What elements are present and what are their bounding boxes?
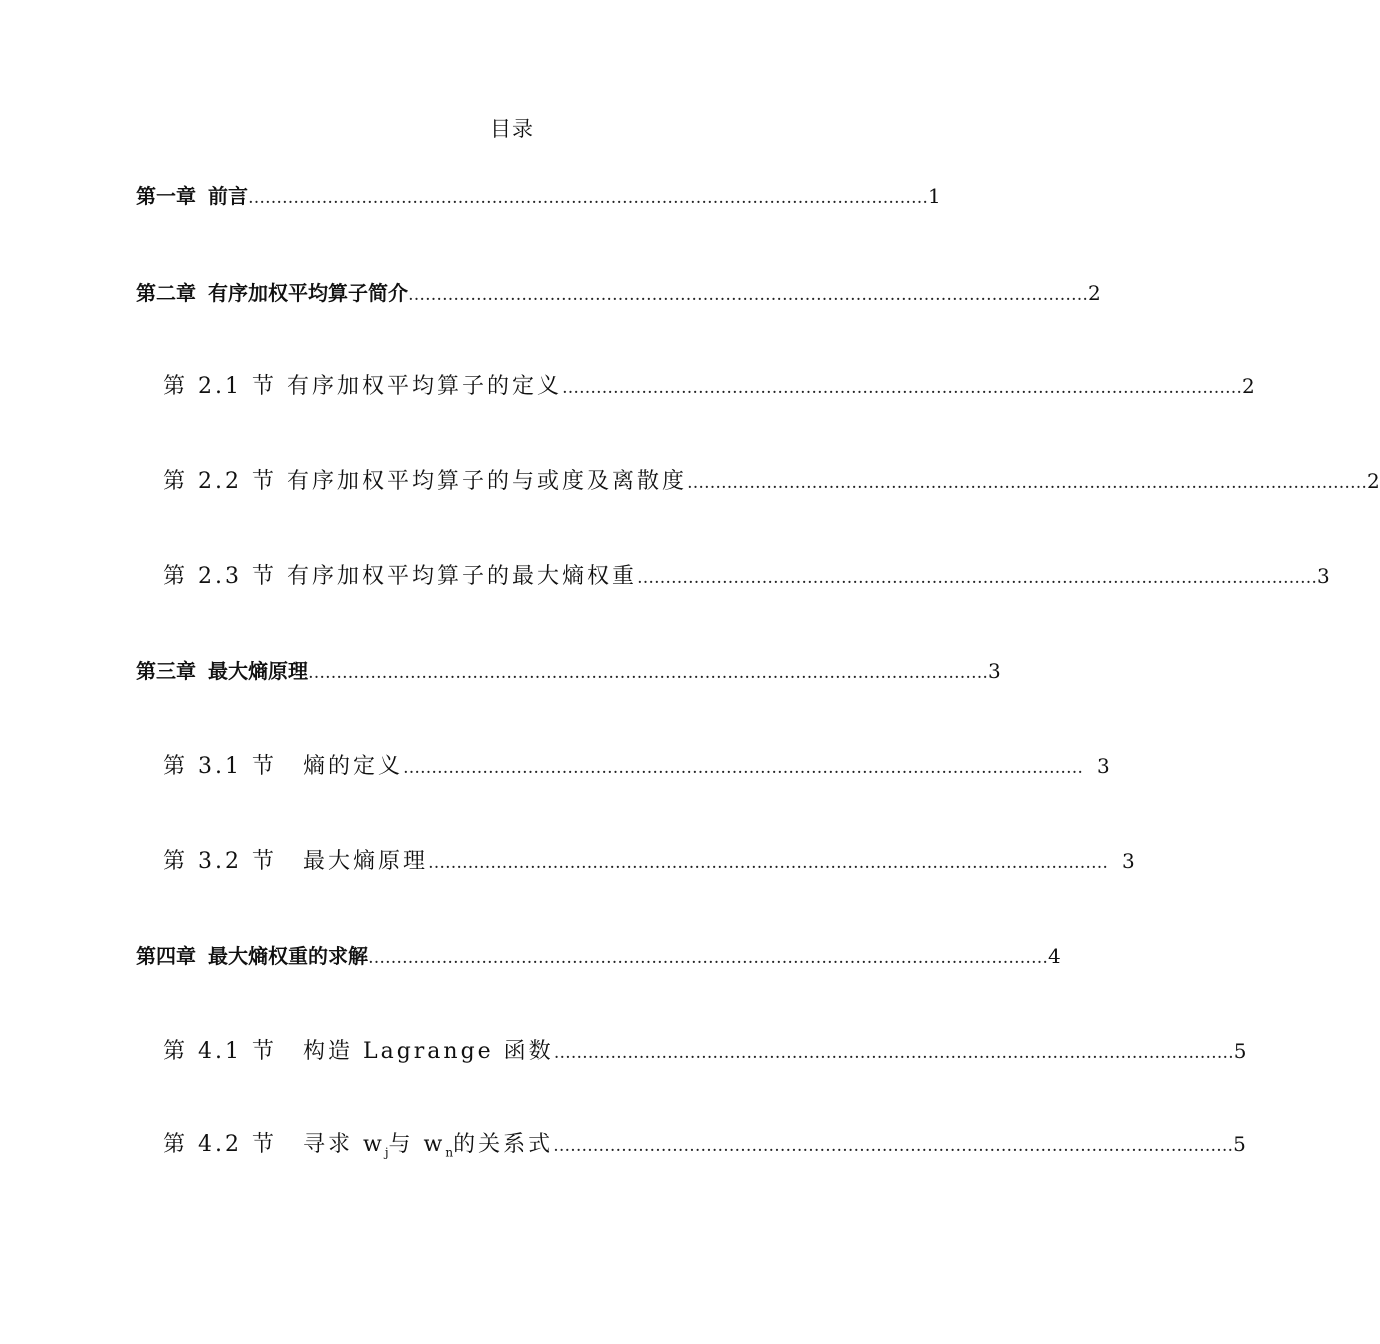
toc-entry-page: 3 (988, 659, 1001, 683)
toc-entry-title: 有序加权平均算子的与或度及离散度 (286, 469, 687, 494)
toc-entry-label: 第 2.3 节 (163, 564, 277, 589)
toc-entry-label: 第 3.2 节 (163, 849, 277, 874)
toc-entry-page: 5 (1233, 1039, 1247, 1063)
toc-entry-section-2-1[interactable] (163, 370, 1255, 402)
toc-entry-page: 3 (1317, 564, 1330, 588)
toc-entry-label: 第二章 (136, 281, 196, 305)
toc-entry-title: 构造 Lagrange 函数 (302, 1039, 554, 1064)
toc-leader-dots: ………………………………………………………………………………………………………… (562, 378, 1242, 398)
toc-leader-dots: ………………………………………………………………………………………………………… (428, 853, 1108, 873)
toc-entry-page: 3 (1122, 849, 1135, 873)
toc-entry-chapter-4[interactable] (136, 940, 1061, 972)
toc-entry-section-4-2[interactable] (163, 1128, 1246, 1160)
toc-entry-title: 熵的定义 (302, 754, 403, 779)
page-title: 目录 (490, 117, 534, 141)
toc-entry-label: 第四章 (136, 944, 196, 968)
toc-entry-page: 2 (1088, 281, 1101, 305)
toc-entry-label: 第 4.1 节 (163, 1039, 277, 1064)
toc-entry-section-4-1[interactable] (163, 1035, 1247, 1067)
toc-leader-dots: ………………………………………………………………………………………………………… (368, 948, 1048, 968)
toc-entry-page: 1 (928, 184, 941, 208)
toc-entry-section-2-2[interactable] (163, 465, 1380, 497)
toc-leader-dots: ………………………………………………………………………………………………………… (687, 473, 1367, 493)
toc-entry-title (303, 1129, 553, 1168)
toc-entry-page: 4 (1048, 944, 1061, 968)
toc-entry-page: 2 (1242, 374, 1255, 398)
toc-entry-title: 最大熵原理 (208, 659, 308, 683)
toc-entry-chapter-3[interactable] (136, 655, 1001, 687)
toc-entry-title: 有序加权平均算子的定义 (286, 374, 562, 399)
toc-entry-title: 最大熵原理 (302, 849, 428, 874)
toc-leader-dots: ………………………………………………………………………………………………………… (248, 188, 928, 208)
toc-entry-label: 第三章 (136, 659, 196, 683)
toc-entry-label: 第 3.1 节 (163, 754, 277, 779)
toc-entry-label: 第 2.2 节 (163, 469, 277, 494)
toc-title-part: 寻求 w (302, 1132, 385, 1157)
toc-title-subscript: j (384, 1145, 389, 1160)
toc-entry-page: 2 (1367, 469, 1380, 493)
toc-entry-page: 3 (1097, 754, 1110, 778)
toc-entry-section-3-2[interactable] (163, 845, 1135, 877)
toc-entry-title: 最大熵权重的求解 (208, 944, 368, 968)
toc-leader-dots: ………………………………………………………………………………………………………… (308, 663, 988, 683)
toc-entry-label: 第一章 (136, 184, 196, 208)
toc-entry-section-2-3[interactable] (163, 560, 1330, 592)
toc-leader-dots: ………………………………………………………………………………………………………… (637, 568, 1317, 588)
toc-entry-chapter-1[interactable] (136, 180, 941, 212)
toc-title-subscript: n (445, 1145, 454, 1160)
toc-leader-dots: ………………………………………………………………………………………………………… (553, 1136, 1234, 1156)
toc-entry-page: 5 (1233, 1132, 1246, 1156)
toc-title-part: 与 w (388, 1132, 446, 1157)
toc-leader-dots: ………………………………………………………………………………………………………… (408, 285, 1088, 305)
toc-leader-dots: ………………………………………………………………………………………………………… (403, 758, 1083, 778)
toc-entry-label: 第 2.1 节 (163, 374, 277, 399)
toc-entry-label: 第 4.2 节 (163, 1132, 277, 1157)
toc-entry-title: 有序加权平均算子简介 (208, 281, 408, 305)
toc-title-part: 的关系式 (453, 1132, 554, 1157)
toc-entry-title: 前言 (208, 184, 248, 208)
toc-entry-chapter-2[interactable] (136, 277, 1101, 309)
toc-entry-title: 有序加权平均算子的最大熵权重 (286, 564, 637, 589)
toc-leader-dots: ………………………………………………………………………………………………………… (553, 1043, 1234, 1063)
toc-entry-section-3-1[interactable] (163, 750, 1110, 782)
